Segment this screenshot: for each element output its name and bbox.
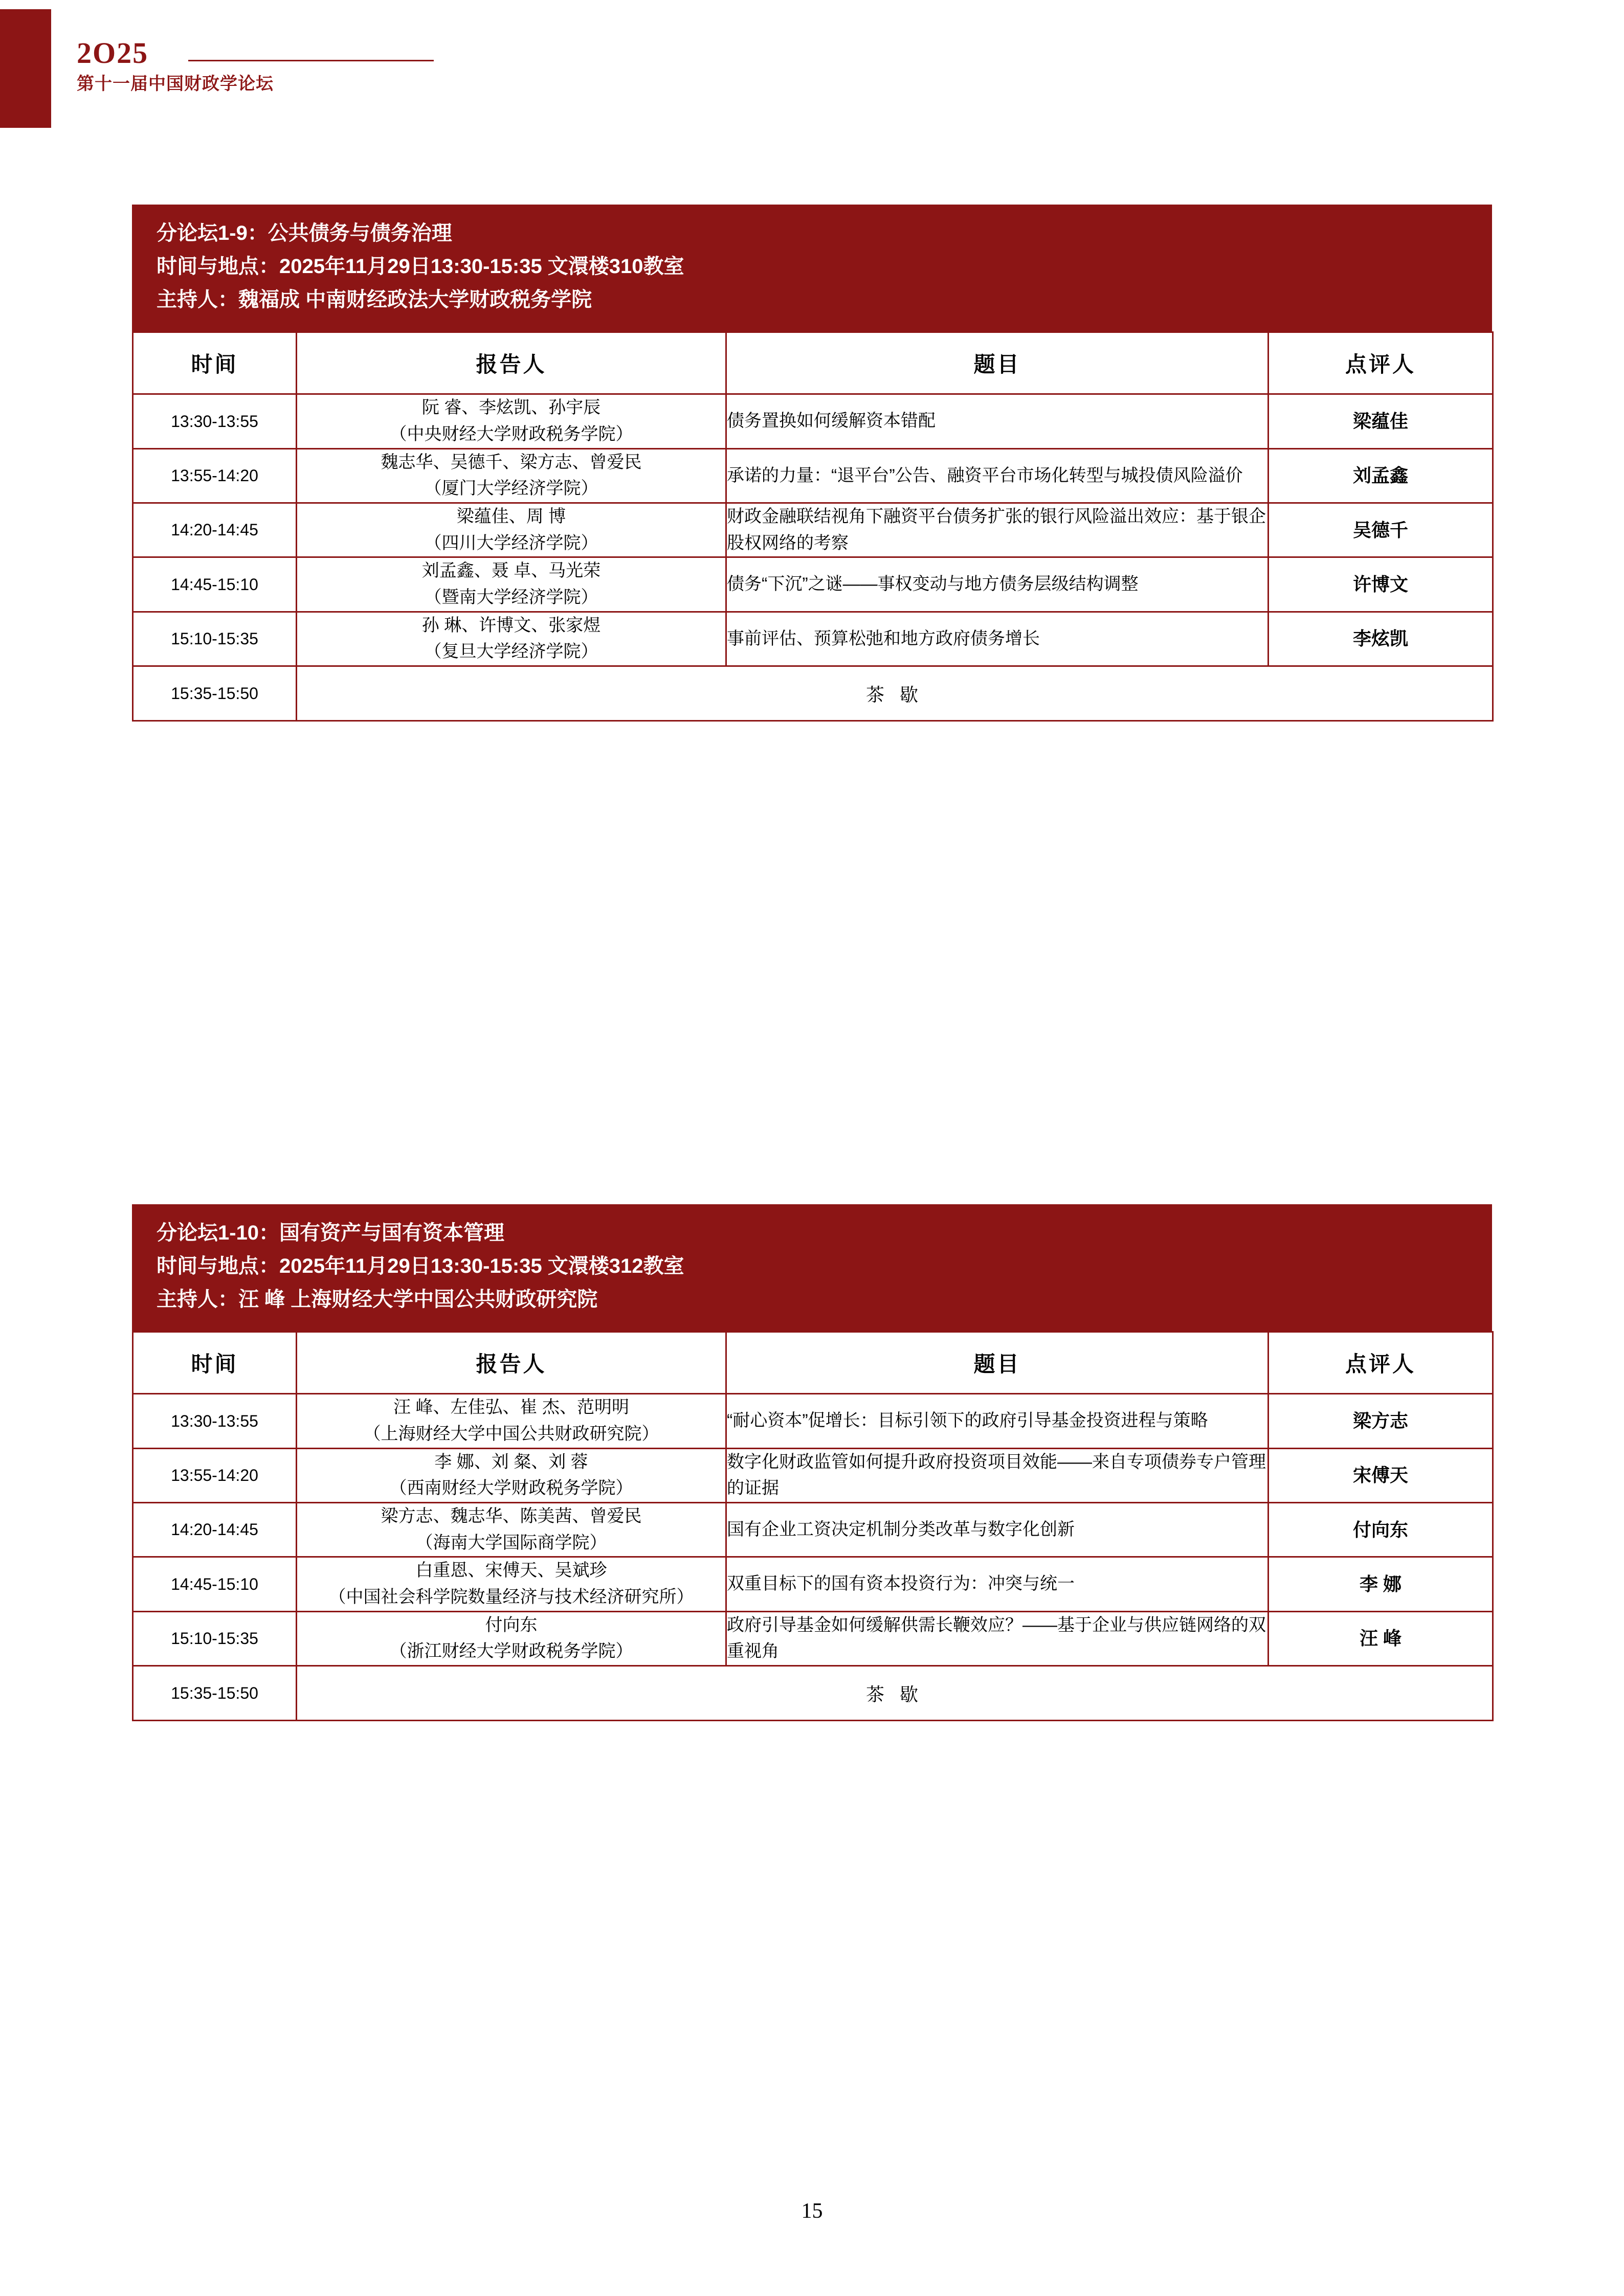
speaker-names: 付向东	[485, 1615, 538, 1635]
table-row-break	[133, 666, 1493, 721]
cell-title: 财政金融联结视角下融资平台债务扩张的银行风险溢出效应：基于银企股权网络的考察	[726, 503, 1269, 557]
table-row	[133, 1503, 1493, 1557]
cell-speaker	[297, 503, 726, 557]
speaker-names: 白重恩、宋傅天、吴斌珍	[415, 1561, 607, 1581]
column-header-title: 题目	[726, 332, 1269, 394]
cell-time: 14:45-15:10	[133, 557, 297, 612]
cell-speaker	[297, 1503, 726, 1557]
cell-break-label: 茶 歇	[297, 1666, 1493, 1721]
session-title: 分论坛1-9：公共债务与债务治理	[157, 222, 452, 244]
table-row	[133, 503, 1493, 557]
speaker-affiliation: （海南大学国际商学院）	[415, 1533, 607, 1552]
cell-title: 数字化财政监管如何提升政府投资项目效能——来自专项债券专户管理的证据	[726, 1448, 1269, 1502]
cell-speaker	[297, 612, 726, 666]
speaker-affiliation: （暨南大学经济学院）	[424, 588, 598, 607]
cell-title: 政府引导基金如何缓解供需长鞭效应？——基于企业与供应链网络的双重视角	[726, 1611, 1269, 1665]
cell-discussant: 汪 峰	[1269, 1611, 1493, 1665]
session-block	[132, 205, 1492, 722]
cell-discussant: 梁方志	[1269, 1394, 1493, 1448]
cell-title: 双重目标下的国有资本投资行为：冲突与统一	[726, 1557, 1269, 1611]
column-header-speaker: 报告人	[297, 1332, 726, 1394]
logo-rule	[188, 60, 434, 61]
cell-time: 13:30-13:55	[133, 1394, 297, 1448]
page-header	[0, 0, 1624, 143]
cell-time: 15:35-15:50	[133, 666, 297, 721]
speaker-affiliation: （浙江财经大学财政税务学院）	[389, 1641, 633, 1661]
cell-speaker	[297, 394, 726, 448]
cell-speaker	[297, 448, 726, 503]
cell-time: 13:55-14:20	[133, 448, 297, 503]
speaker-names: 魏志华、吴德千、梁方志、曾爱民	[381, 452, 642, 472]
table-header-row	[133, 332, 1493, 394]
session-time-place: 时间与地点：2025年11月29日13:30-15:35 文澴楼312教室	[157, 1254, 684, 1277]
table-row	[133, 448, 1493, 503]
column-header-discussant: 点评人	[1269, 1332, 1493, 1394]
speaker-affiliation: （复旦大学经济学院）	[424, 642, 598, 662]
column-header-time: 时间	[133, 332, 297, 394]
speaker-affiliation: （厦门大学经济学院）	[424, 479, 598, 499]
column-header-time: 时间	[133, 1332, 297, 1394]
column-header-discussant: 点评人	[1269, 332, 1493, 394]
logo-year: 2O25	[77, 36, 149, 70]
session-time-place: 时间与地点：2025年11月29日13:30-15:35 文澴楼310教室	[157, 255, 684, 278]
session-host: 主持人：汪 峰 上海财经大学中国公共财政研究院	[157, 1288, 598, 1311]
cell-title: 债务“下沉”之谜——事权变动与地方债务层级结构调整	[726, 557, 1269, 612]
agenda-table	[132, 331, 1494, 722]
agenda-table	[132, 1331, 1494, 1721]
cell-title: 承诺的力量：“退平台”公告、融资平台市场化转型与城投债风险溢价	[726, 448, 1269, 503]
speaker-names: 阮 睿、李炫凯、孙宇辰	[421, 398, 601, 418]
column-header-title: 题目	[726, 1332, 1269, 1394]
table-row	[133, 1448, 1493, 1502]
table-row	[133, 394, 1493, 448]
cell-discussant: 李炫凯	[1269, 612, 1493, 666]
speaker-affiliation: （中国社会科学院数量经济与技术经济研究所）	[328, 1587, 694, 1607]
session-header	[132, 1204, 1492, 1331]
page-number: 15	[801, 2199, 823, 2223]
cell-title: “耐心资本”促增长：目标引领下的政府引导基金投资进程与策略	[726, 1394, 1269, 1448]
speaker-affiliation: （四川大学经济学院）	[424, 533, 598, 553]
cell-title: 债务置换如何缓解资本错配	[726, 394, 1269, 448]
table-row	[133, 612, 1493, 666]
speaker-names: 李 娜、刘 粲、刘 蓉	[434, 1452, 588, 1472]
cell-discussant: 梁蕴佳	[1269, 394, 1493, 448]
cell-discussant: 宋傅天	[1269, 1448, 1493, 1502]
session-host: 主持人：魏福成 中南财经政法大学财政税务学院	[157, 288, 592, 311]
speaker-names: 孙 琳、许博文、张家煜	[421, 615, 601, 635]
cell-title: 事前评估、预算松弛和地方政府债务增长	[726, 612, 1269, 666]
cell-speaker	[297, 1394, 726, 1448]
cell-time: 14:20-14:45	[133, 503, 297, 557]
column-header-speaker: 报告人	[297, 332, 726, 394]
speaker-affiliation: （西南财经大学财政税务学院）	[389, 1478, 633, 1498]
cell-discussant: 刘孟鑫	[1269, 448, 1493, 503]
cell-break-label: 茶 歇	[297, 666, 1493, 721]
cell-time: 15:10-15:35	[133, 1611, 297, 1665]
cell-time: 15:10-15:35	[133, 612, 297, 666]
session-header	[132, 205, 1492, 331]
cell-title: 国有企业工资决定机制分类改革与数字化创新	[726, 1503, 1269, 1557]
table-row	[133, 557, 1493, 612]
table-row	[133, 1394, 1493, 1448]
cell-discussant: 吴德千	[1269, 503, 1493, 557]
cell-discussant: 许博文	[1269, 557, 1493, 612]
table-row-break	[133, 1666, 1493, 1721]
cell-speaker	[297, 1448, 726, 1502]
cell-speaker	[297, 1557, 726, 1611]
cell-discussant: 付向东	[1269, 1503, 1493, 1557]
session-block	[132, 1204, 1492, 1721]
speaker-names: 刘孟鑫、聂 卓、马光荣	[421, 561, 601, 581]
cell-time: 15:35-15:50	[133, 1666, 297, 1721]
cell-speaker	[297, 1611, 726, 1665]
header-top-white-strip	[0, 0, 1624, 9]
table-header-row	[133, 1332, 1493, 1394]
cell-time: 14:45-15:10	[133, 1557, 297, 1611]
cell-time: 13:55-14:20	[133, 1448, 297, 1502]
cell-discussant: 李 娜	[1269, 1557, 1493, 1611]
speaker-affiliation: （上海财经大学中国公共财政研究院）	[363, 1424, 659, 1444]
session-title: 分论坛1-10：国有资产与国有资本管理	[157, 1222, 505, 1244]
table-row	[133, 1611, 1493, 1665]
table-row	[133, 1557, 1493, 1611]
speaker-names: 梁方志、魏志华、陈美茜、曾爱民	[381, 1506, 642, 1526]
speaker-affiliation: （中央财经大学财政税务学院）	[389, 424, 633, 444]
speaker-names: 汪 峰、左佳弘、崔 杰、范明明	[393, 1398, 629, 1417]
cell-time: 13:30-13:55	[133, 394, 297, 448]
cell-speaker	[297, 557, 726, 612]
speaker-names: 梁蕴佳、周 博	[456, 507, 566, 527]
conference-logo	[77, 38, 486, 93]
header-accent-bar	[0, 0, 51, 128]
logo-subtitle: 第十一届中国财政学论坛	[77, 74, 274, 94]
cell-time: 14:20-14:45	[133, 1503, 297, 1557]
